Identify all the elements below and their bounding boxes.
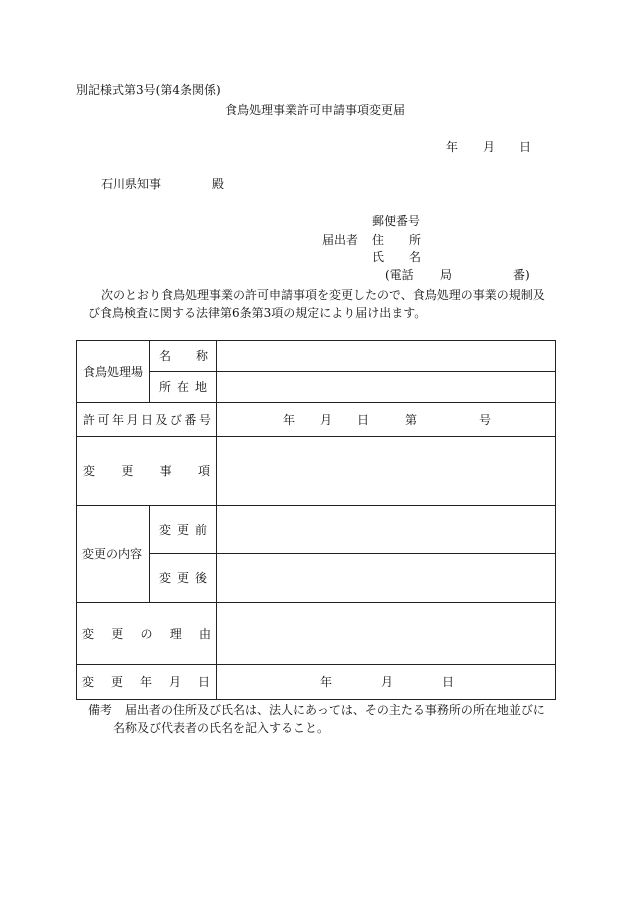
- permit-day-label: 日: [357, 412, 370, 427]
- applicant-label: 届出者: [322, 233, 359, 247]
- label-char: 更: [176, 522, 189, 537]
- permit-date-field[interactable]: [217, 403, 556, 437]
- label-char: 月: [126, 412, 139, 427]
- label-char: 変: [82, 675, 95, 689]
- label-char: 地: [194, 380, 207, 394]
- body-text-line-2: び食鳥検査に関する法律第6条第3項の規定により届け出ます。: [88, 306, 427, 320]
- label-char: 変: [82, 626, 95, 641]
- change-date-label-cell: [77, 665, 217, 700]
- facility-label-cell: [77, 341, 150, 403]
- label-char: 年: [111, 412, 124, 427]
- label-char: 変: [159, 571, 172, 585]
- label-char: 日: [140, 412, 153, 427]
- facility-name-label-cell: [150, 341, 217, 372]
- before-label-cell: [150, 506, 217, 554]
- note-line-2: 名称及び代表者の氏名を記入すること。: [113, 721, 330, 735]
- facility-label: 食鳥処理場: [83, 364, 144, 379]
- change-month-label: 月: [381, 675, 394, 689]
- label-char: 号: [198, 412, 211, 427]
- label-char: 更: [110, 675, 123, 689]
- change-item-field[interactable]: [217, 437, 556, 506]
- label-char: の: [140, 626, 153, 641]
- note-label: 備考: [88, 703, 113, 717]
- address-label-2: 所: [409, 233, 422, 247]
- change-content-label: 変更の内容: [82, 547, 143, 561]
- label-char: 前: [194, 522, 207, 537]
- label-char: 由: [198, 626, 211, 641]
- facility-name-field[interactable]: [217, 341, 556, 372]
- label-char: 所: [159, 380, 172, 394]
- label-char: 月: [168, 675, 181, 689]
- label-char: 日: [197, 675, 210, 689]
- form-title: 食鳥処理事業許可申請事項変更届: [225, 103, 406, 117]
- label-char: 在: [176, 380, 189, 394]
- after-change-field[interactable]: [217, 554, 556, 603]
- label-char: 更: [176, 571, 189, 585]
- reason-label-cell: [77, 603, 217, 665]
- permit-month-label: 月: [320, 412, 333, 427]
- label-char: 事: [159, 464, 172, 478]
- label-char: 及: [155, 412, 168, 427]
- address-label-1: 住: [372, 233, 385, 247]
- permit-number-suffix: 号: [479, 412, 492, 427]
- label-char: 称: [195, 349, 208, 363]
- label-char: 可: [97, 412, 110, 427]
- change-content-label-cell: [77, 506, 150, 603]
- label-char: 名: [159, 349, 172, 363]
- note-line-1: 届出者の住所及び氏名は、法人にあっては、その主たる事務所の所在地並びに: [125, 703, 545, 717]
- phone-office-label: 局: [440, 268, 453, 282]
- change-item-label-cell: [77, 437, 217, 506]
- label-char: 理: [169, 626, 182, 641]
- label-char: 年: [139, 675, 152, 689]
- change-day-label: 日: [442, 675, 455, 689]
- permit-year-label: 年: [283, 412, 296, 427]
- label-char: 更: [121, 464, 134, 478]
- permit-label-cell: [77, 403, 217, 437]
- name-label-1: 氏: [372, 250, 385, 264]
- phone-label: (電話: [385, 268, 414, 282]
- label-char: び: [169, 412, 182, 427]
- honorific: 殿: [212, 177, 225, 191]
- label-char: 項: [197, 464, 210, 478]
- date-month-label: 月: [483, 140, 496, 154]
- permit-number-prefix: 第: [405, 412, 418, 427]
- reason-field[interactable]: [217, 603, 556, 665]
- change-year-label: 年: [320, 675, 333, 689]
- form-number: 別記様式第3号(第4条関係): [76, 83, 221, 97]
- before-change-field[interactable]: [217, 506, 556, 554]
- date-day-label: 日: [519, 140, 532, 154]
- addressee: 石川県知事: [101, 177, 162, 191]
- label-char: 変: [159, 522, 172, 537]
- label-char: 更: [111, 626, 124, 641]
- label-char: 後: [194, 571, 207, 585]
- name-label-2: 名: [409, 250, 422, 264]
- change-notification-table: [76, 340, 556, 700]
- body-text-line-1: 次のとおり食鳥処理事業の許可申請事項を変更したので、食鳥処理の事業の規制及: [101, 288, 545, 302]
- facility-location-label-cell: [150, 372, 217, 403]
- label-char: 変: [83, 464, 96, 478]
- change-date-field[interactable]: [217, 665, 556, 700]
- facility-location-field[interactable]: [217, 372, 556, 403]
- postal-code-label: 郵便番号: [372, 214, 421, 228]
- label-char: 番: [184, 412, 197, 427]
- date-year-label: 年: [446, 140, 459, 154]
- label-char: 許: [83, 412, 96, 427]
- after-label-cell: [150, 554, 217, 603]
- phone-number-label: 番): [513, 268, 530, 282]
